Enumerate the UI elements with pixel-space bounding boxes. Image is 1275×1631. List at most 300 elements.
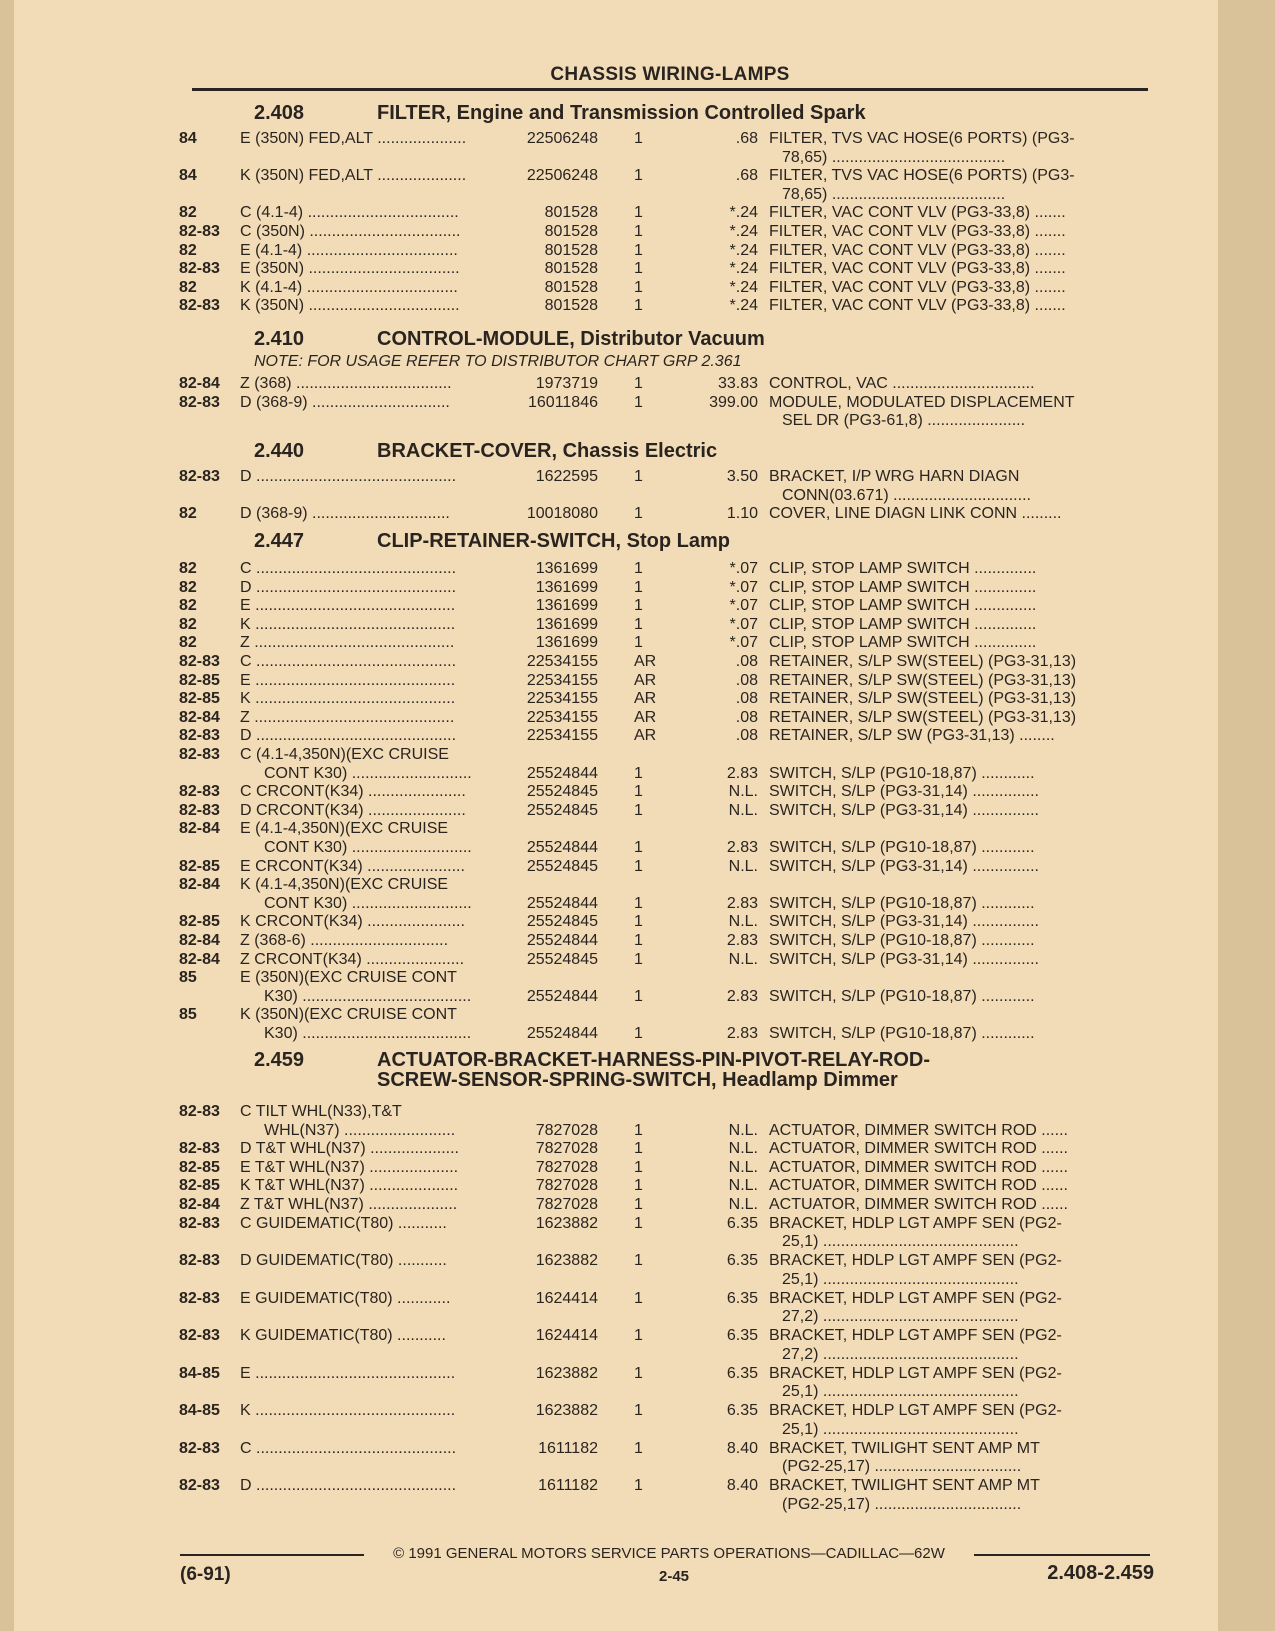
model-years: 82-85	[179, 857, 220, 875]
model-years: 84	[179, 167, 197, 185]
quantity: 1	[634, 894, 643, 912]
table-row	[14, 1005, 1218, 1024]
usage-description: E (350N) ..................................	[240, 260, 460, 278]
quantity: 1	[634, 857, 643, 875]
price: 6.35	[726, 1364, 758, 1382]
price: N.L.	[728, 801, 758, 819]
part-name: BRACKET, HDLP LGT AMPF SEN (PG2-	[769, 1252, 1062, 1270]
part-number: 22534155	[526, 671, 598, 689]
usage-description: K (4.1-4,350N)(EXC CRUISE	[240, 876, 449, 894]
part-name: BRACKET, HDLP LGT AMPF SEN (PG2-	[769, 1289, 1062, 1307]
quantity: 1	[634, 130, 643, 147]
part-number: 801528	[544, 204, 598, 222]
usage-description: K CRCONT(K34) ......................	[240, 913, 465, 931]
price: 1.10	[726, 505, 758, 523]
price: *.24	[729, 260, 758, 278]
part-number: 25524845	[526, 801, 598, 819]
part-number: 22534155	[526, 708, 598, 726]
usage-description: E .............................................	[240, 1364, 456, 1382]
usage-description: Z CRCONT(K34) ......................	[240, 950, 465, 968]
part-number: 7827028	[535, 1196, 598, 1213]
part-number: 1361699	[535, 578, 598, 596]
usage-description-continued: CONT K30) ...........................	[264, 894, 472, 912]
model-years: 82-83	[179, 783, 220, 801]
part-number: 1623882	[535, 1402, 598, 1420]
part-name-continued: 25,1) ............................................	[782, 1233, 1019, 1251]
table-row-values	[14, 894, 1218, 913]
quantity: 1	[634, 204, 643, 222]
usage-description-continued: K30) ......................................	[264, 1025, 472, 1042]
part-number: 25524845	[526, 950, 598, 968]
table-row-values	[14, 764, 1218, 783]
model-years: 82-83	[179, 1327, 220, 1345]
usage-description: Z (368) ...................................	[240, 375, 452, 392]
quantity: 1	[634, 1327, 643, 1345]
table-row	[14, 875, 1218, 894]
price: 6.35	[726, 1327, 758, 1345]
model-years: 82-85	[179, 1177, 220, 1195]
table-row	[14, 857, 1218, 876]
model-years: 85	[179, 1006, 197, 1024]
section-title: CONTROL-MODULE, Distributor Vacuum	[377, 328, 765, 350]
price: 2.83	[726, 764, 758, 782]
usage-description: C GUIDEMATIC(T80) ...........	[240, 1214, 447, 1232]
price: N.L.	[728, 1177, 758, 1195]
part-number: 25524844	[526, 839, 598, 856]
part-number: 25524844	[526, 1025, 598, 1042]
quantity: 1	[634, 783, 643, 801]
part-number: 25524845	[526, 857, 598, 875]
part-number: 10018080	[526, 505, 598, 523]
price: 8.40	[726, 1439, 758, 1457]
price: .68	[735, 167, 758, 185]
part-number: 801528	[544, 223, 598, 240]
table-row	[14, 504, 1218, 523]
part-name: FILTER, TVS VAC HOSE(6 PORTS) (PG3-	[769, 130, 1075, 147]
price: .08	[735, 690, 758, 708]
price: *.24	[729, 223, 758, 240]
table-row	[14, 931, 1218, 950]
quantity: 1	[634, 167, 643, 185]
table-row	[14, 374, 1218, 393]
model-years: 82-83	[179, 1289, 220, 1307]
part-number: 1622595	[535, 468, 598, 485]
model-years: 82	[179, 204, 197, 222]
model-years: 82-85	[179, 690, 220, 708]
usage-description: D GUIDEMATIC(T80) ...........	[240, 1252, 447, 1270]
part-number: 25524844	[526, 987, 598, 1005]
usage-description: E (350N) FED,ALT ....................	[240, 130, 467, 147]
price: 6.35	[726, 1214, 758, 1232]
price: .08	[735, 653, 758, 670]
model-years: 82	[179, 505, 197, 523]
part-name: CONTROL, VAC ................................	[769, 375, 1035, 392]
usage-description: D T&T WHL(N37) ....................	[240, 1140, 459, 1158]
footer-copyright: © 1991 GENERAL MOTORS SERVICE PARTS OPERATIONS—CADILLAC—62W	[393, 1545, 945, 1562]
usage-description: D CRCONT(K34) ......................	[240, 801, 466, 819]
model-years: 82	[179, 615, 197, 633]
model-years: 82-83	[179, 1214, 220, 1232]
usage-description: K .............................................	[240, 615, 456, 633]
usage-description: Z (368-6) ...............................	[240, 932, 449, 949]
part-number: 801528	[544, 297, 598, 315]
quantity: 1	[634, 297, 643, 315]
usage-description: D (368-9) ...............................	[240, 505, 450, 523]
section-heading	[254, 103, 1154, 123]
model-years: 85	[179, 969, 197, 987]
price: 6.35	[726, 1402, 758, 1420]
part-name: SWITCH, S/LP (PG3-31,14) ...............	[769, 950, 1039, 968]
table-row	[14, 129, 1218, 148]
section-title: ACTUATOR-BRACKET-HARNESS-PIN-PIVOT-RELAY-ROD-	[377, 1049, 930, 1071]
table-row	[14, 393, 1218, 412]
table-row-values	[14, 1121, 1218, 1140]
table-row	[14, 968, 1218, 987]
part-name: BRACKET, TWILIGHT SENT AMP MT	[769, 1477, 1040, 1495]
part-name: CLIP, STOP LAMP SWITCH ..............	[769, 560, 1037, 577]
part-name-continued: 78,65) .......................................	[782, 148, 1006, 166]
part-name-continued: 78,65) .......................................	[782, 185, 1006, 203]
usage-description: E .............................................	[240, 671, 456, 689]
part-number: 1624414	[535, 1289, 598, 1307]
quantity: 1	[634, 1252, 643, 1270]
quantity: 1	[634, 597, 643, 615]
price: .08	[735, 671, 758, 689]
part-number: 16011846	[528, 393, 598, 411]
price: 33.83	[717, 375, 758, 392]
table-row	[14, 819, 1218, 838]
price: *.07	[729, 615, 758, 633]
quantity: 1	[634, 223, 643, 240]
part-name-continued: 25,1) ............................................	[782, 1270, 1019, 1288]
price: .08	[735, 727, 758, 745]
part-name: FILTER, VAC CONT VLV (PG3-33,8) .......	[769, 241, 1066, 259]
quantity: 1	[634, 634, 643, 652]
table-row	[14, 1401, 1218, 1420]
model-years: 84	[179, 130, 197, 147]
quantity: 1	[634, 578, 643, 596]
quantity: 1	[634, 801, 643, 819]
part-name: BRACKET, HDLP LGT AMPF SEN (PG2-	[769, 1402, 1062, 1420]
quantity: AR	[634, 653, 657, 670]
part-name: SWITCH, S/LP (PG3-31,14) ...............	[769, 801, 1039, 819]
quantity: 1	[634, 278, 643, 296]
usage-description: D (368-9) ...............................	[240, 393, 450, 411]
table-row	[14, 1195, 1218, 1214]
table-row	[14, 222, 1218, 241]
table-row-values	[14, 1024, 1218, 1043]
usage-description: K .............................................	[240, 1402, 456, 1420]
usage-description: K GUIDEMATIC(T80) ...........	[240, 1327, 446, 1345]
section-title: CLIP-RETAINER-SWITCH, Stop Lamp	[377, 530, 730, 552]
part-name: RETAINER, S/LP SW (PG3-31,13) ........	[769, 727, 1055, 745]
part-number: 25524845	[526, 913, 598, 931]
model-years: 82-83	[179, 393, 220, 411]
usage-description: E (4.1-4,350N)(EXC CRUISE	[240, 820, 449, 838]
usage-description: D .............................................	[240, 468, 457, 485]
quantity: 1	[634, 1439, 643, 1457]
part-number: 1611182	[538, 1477, 598, 1495]
part-name: ACTUATOR, DIMMER SWITCH ROD ......	[769, 1196, 1068, 1213]
usage-description: Z T&T WHL(N37) ....................	[240, 1196, 458, 1213]
part-number: 801528	[544, 241, 598, 259]
table-row	[14, 203, 1218, 222]
part-number: 1624414	[535, 1327, 598, 1345]
section-heading	[254, 441, 1154, 461]
part-number: 1973719	[535, 375, 598, 392]
table-row	[14, 950, 1218, 969]
part-name: SWITCH, S/LP (PG3-31,14) ...............	[769, 913, 1039, 931]
usage-description-continued: K30) ......................................	[264, 987, 472, 1005]
part-name: RETAINER, S/LP SW(STEEL) (PG3-31,13)	[769, 671, 1077, 689]
part-number: 22534155	[526, 690, 598, 708]
model-years: 82-84	[179, 876, 220, 894]
model-years: 82-83	[179, 297, 220, 315]
price: 6.35	[726, 1252, 758, 1270]
price: N.L.	[728, 1121, 758, 1139]
part-number: 801528	[544, 260, 598, 278]
footer-page-number: 2-45	[658, 1568, 690, 1585]
table-row	[14, 559, 1218, 578]
part-name: SWITCH, S/LP (PG3-31,14) ...............	[769, 783, 1039, 801]
part-number: 25524844	[526, 764, 598, 782]
model-years: 82-83	[179, 260, 220, 278]
footer-date: (6-91)	[180, 1564, 231, 1585]
price: 8.40	[726, 1477, 758, 1495]
part-name: SWITCH, S/LP (PG10-18,87) ............	[769, 839, 1035, 856]
price: 2.83	[726, 932, 758, 949]
quantity: AR	[634, 690, 657, 708]
part-name-continued: 25,1) ............................................	[782, 1383, 1019, 1401]
price: .68	[735, 130, 758, 147]
part-name: BRACKET, HDLP LGT AMPF SEN (PG2-	[769, 1327, 1062, 1345]
part-name: BRACKET, HDLP LGT AMPF SEN (PG2-	[769, 1214, 1062, 1232]
quantity: 1	[634, 950, 643, 968]
model-years: 82-83	[179, 223, 220, 240]
price: *.07	[729, 578, 758, 596]
price: *.24	[729, 297, 758, 315]
price: *.24	[729, 278, 758, 296]
section-number: 2.410	[254, 328, 305, 350]
price: *.07	[729, 560, 758, 577]
part-number: 1623882	[535, 1214, 598, 1232]
part-name: FILTER, VAC CONT VLV (PG3-33,8) .......	[769, 260, 1066, 278]
usage-description-continued: CONT K30) ...........................	[264, 839, 472, 856]
part-number: 25524844	[526, 894, 598, 912]
model-years: 82-85	[179, 913, 220, 931]
model-years: 82-83	[179, 1439, 220, 1457]
table-row	[14, 1214, 1218, 1233]
model-years: 82-83	[179, 468, 220, 485]
part-name: BRACKET, I/P WRG HARN DIAGN	[769, 468, 1020, 485]
table-row	[14, 1102, 1218, 1121]
part-name: CLIP, STOP LAMP SWITCH ..............	[769, 634, 1037, 652]
table-row	[14, 633, 1218, 652]
table-row	[14, 726, 1218, 745]
quantity: 1	[634, 913, 643, 931]
table-row-values	[14, 987, 1218, 1006]
section-title: BRACKET-COVER, Chassis Electric	[377, 440, 718, 462]
table-row	[14, 278, 1218, 297]
usage-description: E CRCONT(K34) ......................	[240, 857, 465, 875]
table-row	[14, 1139, 1218, 1158]
price: N.L.	[728, 1196, 758, 1213]
table-row	[14, 1251, 1218, 1270]
table-row	[14, 596, 1218, 615]
part-number: 22506248	[526, 130, 598, 147]
table-row	[14, 652, 1218, 671]
table-row	[14, 166, 1218, 185]
quantity: 1	[634, 1158, 643, 1176]
model-years: 82	[179, 634, 197, 652]
quantity: 1	[634, 1289, 643, 1307]
price: .08	[735, 708, 758, 726]
section-title-continued: SCREW-SENSOR-SPRING-SWITCH, Headlamp Dimmer	[377, 1069, 898, 1091]
usage-description: C TILT WHL(N33),T&T	[240, 1103, 402, 1120]
table-row	[14, 1158, 1218, 1177]
part-number: 25524844	[526, 932, 598, 949]
table-row	[14, 801, 1218, 820]
quantity: 1	[634, 1025, 643, 1042]
part-name: ACTUATOR, DIMMER SWITCH ROD ......	[769, 1140, 1068, 1158]
table-row	[14, 671, 1218, 690]
section-number: 2.408	[254, 102, 305, 124]
part-number: 22534155	[526, 727, 598, 745]
part-name: FILTER, VAC CONT VLV (PG3-33,8) .......	[769, 204, 1066, 222]
usage-description: C .............................................	[240, 1439, 457, 1457]
quantity: 1	[634, 393, 643, 411]
model-years: 82-83	[179, 1477, 220, 1495]
quantity: 1	[634, 1177, 643, 1195]
part-name: SWITCH, S/LP (PG10-18,87) ............	[769, 932, 1035, 949]
footer-rule-left	[180, 1554, 364, 1556]
usage-description: C .............................................	[240, 653, 457, 670]
part-name: FILTER, VAC CONT VLV (PG3-33,8) .......	[769, 297, 1066, 315]
quantity: 1	[634, 615, 643, 633]
part-number: 1361699	[535, 560, 598, 577]
running-title: CHASSIS WIRING-LAMPS	[550, 64, 790, 85]
table-row	[14, 296, 1218, 315]
quantity: 1	[634, 932, 643, 949]
model-years: 82	[179, 241, 197, 259]
part-name: CLIP, STOP LAMP SWITCH ..............	[769, 597, 1037, 615]
part-name: MODULE, MODULATED DISPLACEMENT	[769, 393, 1075, 411]
usage-description-continued: WHL(N37) .........................	[264, 1121, 456, 1139]
part-number: 22506248	[526, 167, 598, 185]
table-row	[14, 241, 1218, 260]
section-note: NOTE: FOR USAGE REFER TO DISTRIBUTOR CHART GRP 2.361	[254, 353, 742, 370]
quantity: 1	[634, 241, 643, 259]
part-name: SWITCH, S/LP (PG10-18,87) ............	[769, 894, 1035, 912]
usage-description: Z .............................................	[240, 634, 455, 652]
usage-description: C (4.1-4) ..................................	[240, 204, 459, 222]
part-number: 1361699	[535, 634, 598, 652]
table-row	[14, 745, 1218, 764]
usage-description-continued: CONT K30) ...........................	[264, 764, 472, 782]
usage-description: D .............................................	[240, 578, 457, 596]
price: N.L.	[728, 950, 758, 968]
section-number: 2.440	[254, 440, 305, 462]
model-years: 82	[179, 578, 197, 596]
part-number: 7827028	[535, 1177, 598, 1195]
price: 2.83	[726, 894, 758, 912]
section-number: 2.459	[254, 1049, 305, 1071]
model-years: 82-84	[179, 1196, 220, 1213]
part-name-continued: CONN(03.671) ...............................	[782, 486, 1031, 504]
part-number: 7827028	[535, 1158, 598, 1176]
table-row	[14, 1476, 1218, 1495]
usage-description: E (350N)(EXC CRUISE CONT	[240, 969, 457, 987]
table-row	[14, 689, 1218, 708]
section-number: 2.447	[254, 530, 305, 552]
section-heading	[254, 329, 1154, 349]
part-name: COVER, LINE DIAGN LINK CONN .........	[769, 505, 1062, 523]
price: 2.83	[726, 1025, 758, 1042]
part-name: FILTER, VAC CONT VLV (PG3-33,8) .......	[769, 278, 1066, 296]
quantity: 1	[634, 375, 643, 392]
part-name: SWITCH, S/LP (PG10-18,87) ............	[769, 1025, 1035, 1042]
model-years: 82-84	[179, 950, 220, 968]
model-years: 82-85	[179, 671, 220, 689]
table-row	[14, 1176, 1218, 1195]
usage-description: E T&T WHL(N37) ....................	[240, 1158, 459, 1176]
quantity: 1	[634, 1196, 643, 1213]
table-row	[14, 259, 1218, 278]
price: N.L.	[728, 1158, 758, 1176]
part-name-continued: SEL DR (PG3-61,8) ......................	[782, 412, 1026, 430]
price: 6.35	[726, 1289, 758, 1307]
part-number: 1623882	[535, 1252, 598, 1270]
price: 2.83	[726, 987, 758, 1005]
catalog-page	[14, 0, 1218, 1631]
price: 2.83	[726, 839, 758, 856]
quantity: 1	[634, 560, 643, 577]
price: *.07	[729, 597, 758, 615]
model-years: 82	[179, 278, 197, 296]
price: *.24	[729, 204, 758, 222]
model-years: 82-85	[179, 1158, 220, 1176]
usage-description: K (350N) FED,ALT ....................	[240, 167, 467, 185]
model-years: 84-85	[179, 1364, 220, 1382]
part-name-continued: (PG2-25,17) .................................	[782, 1458, 1022, 1476]
table-row	[14, 578, 1218, 597]
model-years: 82-83	[179, 1252, 220, 1270]
quantity: 1	[634, 987, 643, 1005]
quantity: 1	[634, 764, 643, 782]
part-number: 1611182	[538, 1439, 598, 1457]
model-years: 82	[179, 597, 197, 615]
table-row	[14, 1364, 1218, 1383]
table-row	[14, 615, 1218, 634]
usage-description: D .............................................	[240, 727, 457, 745]
table-row	[14, 1326, 1218, 1345]
part-number: 7827028	[535, 1140, 598, 1158]
part-name: BRACKET, HDLP LGT AMPF SEN (PG2-	[769, 1364, 1062, 1382]
price: 399.00	[709, 393, 758, 411]
part-number: 25524845	[526, 783, 598, 801]
price: N.L.	[728, 1140, 758, 1158]
part-name-continued: (PG2-25,17) .................................	[782, 1495, 1022, 1513]
usage-description: D .............................................	[240, 1477, 457, 1495]
usage-description: K T&T WHL(N37) ....................	[240, 1177, 459, 1195]
model-years: 82-84	[179, 932, 220, 949]
part-name-continued: 27,2) ............................................	[782, 1345, 1019, 1363]
table-row	[14, 912, 1218, 931]
quantity: 1	[634, 505, 643, 523]
usage-description: C .............................................	[240, 560, 457, 577]
model-years: 82-84	[179, 708, 220, 726]
part-number: 1361699	[535, 597, 598, 615]
